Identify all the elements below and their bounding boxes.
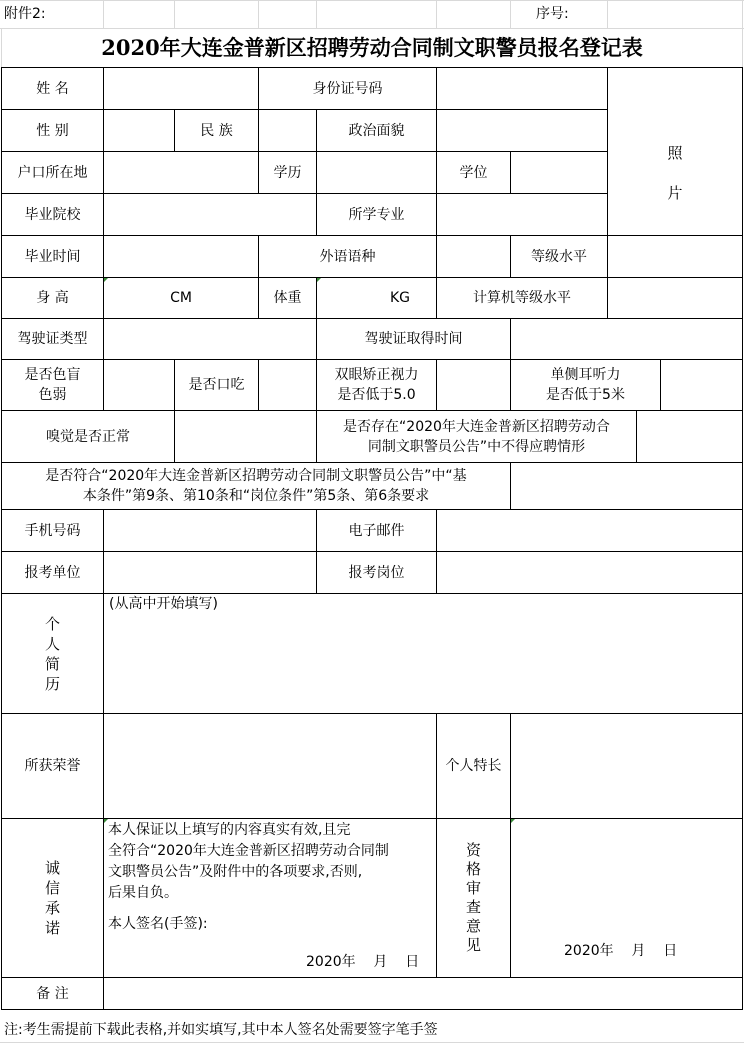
- license-type-field[interactable]: [104, 319, 316, 359]
- resume-field[interactable]: [104, 594, 742, 713]
- specialty-label: 个人特长: [445, 758, 502, 774]
- smell-label: 嗅觉是否正常: [46, 428, 130, 445]
- hukou-field[interactable]: [104, 152, 258, 193]
- political-status-field[interactable]: [437, 110, 607, 151]
- political-status-label: 政治面貌: [348, 122, 405, 139]
- license-time-label: 驾驶证取得时间: [364, 331, 463, 347]
- serial-number-field[interactable]: [580, 1, 606, 27]
- gender-field[interactable]: [104, 110, 174, 151]
- remarks-field[interactable]: [104, 978, 742, 1009]
- gender-label: 性 别: [36, 122, 69, 139]
- unit-label: 报考单位: [24, 564, 81, 581]
- review-date: 2020年 月 日: [564, 943, 678, 959]
- language-label: 外语语种: [319, 248, 376, 265]
- honors-field[interactable]: [104, 714, 436, 818]
- resume-label: 个 人 简 历: [44, 614, 60, 693]
- conditions-label: 是否符合“2020年大连金普新区招聘劳动合同制文职警员公告”中“基 本条件”第9条、第10条和“岗位条件”第5条、第6条要求: [45, 468, 467, 504]
- kg-unit: KG: [389, 290, 411, 306]
- phone-label: 手机号码: [24, 522, 81, 539]
- phone-field[interactable]: [104, 510, 316, 551]
- unit-field[interactable]: [104, 552, 316, 593]
- smell-field[interactable]: [175, 411, 316, 462]
- review-label: 资 格 审 查 意 见: [465, 841, 481, 954]
- computer-level-label: 计算机等级水平: [473, 290, 571, 306]
- weight-label: 体重: [273, 290, 302, 306]
- graduation-time-label: 毕业时间: [24, 248, 81, 265]
- id-number-field[interactable]: [437, 68, 607, 109]
- ethnicity-field[interactable]: [259, 110, 316, 151]
- height-label: 身 高: [36, 290, 69, 306]
- education-label: 学历: [273, 164, 302, 181]
- license-time-field[interactable]: [511, 319, 742, 359]
- attachment-label: 附件2:: [4, 6, 46, 22]
- graduation-time-field[interactable]: [104, 236, 258, 277]
- education-field[interactable]: [317, 152, 436, 193]
- vision-field[interactable]: [437, 360, 510, 410]
- language-level-label: 等级水平: [531, 248, 587, 265]
- id-number-label: 身份证号码: [312, 80, 383, 97]
- signature-label: 本人签名(手签):: [108, 916, 208, 932]
- name-label: 姓 名: [36, 80, 69, 97]
- honors-label: 所获荣誉: [24, 758, 81, 774]
- major-field[interactable]: [437, 194, 607, 235]
- footer-note: 注:考生需提前下载此表格,并如实填写,其中本人签名处需要签字笔手签: [4, 1022, 438, 1038]
- stutter-field[interactable]: [259, 360, 316, 410]
- color-blind-field[interactable]: [104, 360, 174, 410]
- pledge-date: 2020年 月 日: [306, 954, 420, 970]
- degree-label: 学位: [459, 164, 488, 181]
- signature-field[interactable]: [240, 910, 430, 940]
- stutter-label: 是否口吃: [188, 377, 245, 393]
- pledge-text: 本人保证以上填写的内容真实有效,且完 全符合“2020年大连金普新区招聘劳动合同制 文职警员公告”及附件中的各项要求,否则, 后果自负。: [108, 822, 389, 901]
- vision-label: 双眼矫正视力 是否低于5.0: [334, 367, 419, 403]
- ethnicity-label: 民 族: [200, 122, 233, 139]
- hukou-label: 户口所在地: [17, 164, 88, 181]
- pledge-label: 诚 信 承 诺: [44, 859, 60, 937]
- photo-area[interactable]: 照 片: [667, 143, 683, 202]
- disqualifying-situation-field[interactable]: [637, 411, 742, 462]
- hearing-label: 单侧耳听力 是否低于5米: [546, 367, 625, 403]
- major-label: 所学专业: [348, 206, 405, 223]
- name-field[interactable]: [104, 68, 258, 109]
- email-label: 电子邮件: [348, 522, 405, 539]
- computer-level-field[interactable]: [608, 278, 742, 318]
- school-label: 毕业院校: [24, 206, 81, 223]
- position-label: 报考岗位: [348, 564, 405, 581]
- language-field[interactable]: [437, 236, 510, 277]
- serial-number-label: 序号:: [536, 6, 569, 22]
- height-field[interactable]: [104, 278, 258, 318]
- hearing-field[interactable]: [661, 360, 742, 410]
- language-level-field[interactable]: [608, 236, 742, 277]
- specialty-field[interactable]: [511, 714, 742, 818]
- resume-hint: (从高中开始填写): [109, 596, 218, 612]
- page-title: 2020年大连金普新区招聘劳动合同制文职警员报名登记表: [101, 35, 643, 60]
- license-type-label: 驾驶证类型: [17, 331, 88, 347]
- email-field[interactable]: [437, 510, 742, 551]
- position-field[interactable]: [437, 552, 742, 593]
- cm-unit: CM: [170, 290, 192, 306]
- conditions-field[interactable]: [511, 463, 742, 509]
- disqualifying-situation-label: 是否存在“2020年大连金普新区招聘劳动合 同制文职警员公告”中不得应聘情形: [343, 418, 610, 455]
- color-blind-label: 是否色盲 色弱: [24, 367, 81, 403]
- school-field[interactable]: [104, 194, 316, 235]
- degree-field[interactable]: [511, 152, 607, 193]
- remarks-label: 备 注: [36, 985, 69, 1002]
